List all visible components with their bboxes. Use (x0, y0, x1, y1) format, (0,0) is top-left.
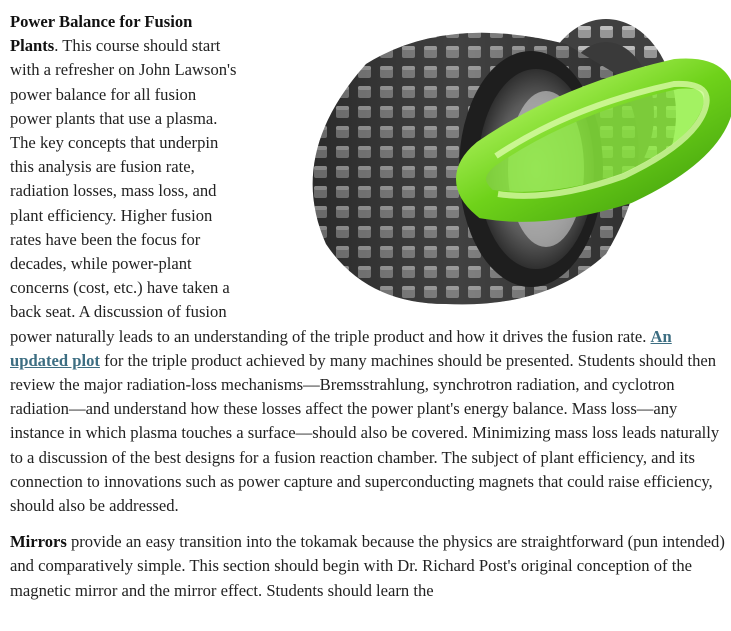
paragraph-text-part2: for the triple product achieved by many machines should be presented. Students should then review the major radiation-loss mechanisms—Bremsstrahlung, synchrotron radiation, and cyclotron radiation—and understand how these losses affect the power plant's energy balance. Mass loss—any instance in which plasma touches a surface—should also be covered. Minimizing mass loss leads naturally to a discussion of the best designs for a fusion reaction chamber. The subject of plant efficiency, and its connection to innovations such as power capture and superconducting magnets that could raise efficiency, should also be addressed. (10, 350, 720, 516)
paragraph-text-part1: . This course should start with a refresher on John Lawson's power balance for all fusion power plants that use a plasma. The key concepts that underpin this analysis are fusion rate, radiation losses, mass loss, and plant efficiency. Higher fusion rates have been the focus for decades, while power-plant concerns (cost, etc.) have taken a back seat. A discussion of fusion power naturally leads to an understanding of the triple product and how it drives the fusion rate. (10, 36, 651, 346)
section-title-mirrors: Mirrors (10, 532, 67, 552)
fusion-torus-icon (246, 4, 731, 309)
paragraph-mirrors (10, 530, 731, 603)
section-title-power-balance: Power Balance for Fusion Plants (10, 12, 193, 56)
fusion-illustration (246, 4, 731, 309)
updated-plot-link[interactable]: An updated plot (10, 326, 672, 370)
paragraph-mirrors-text: provide an easy transition into the tokamak because the physics are straightforward (pun intended) and comparatively simple. This section should begin with Dr. Richard Post's original conception of the magnetic mirror and the mirror effect. Students should learn the (10, 532, 725, 600)
